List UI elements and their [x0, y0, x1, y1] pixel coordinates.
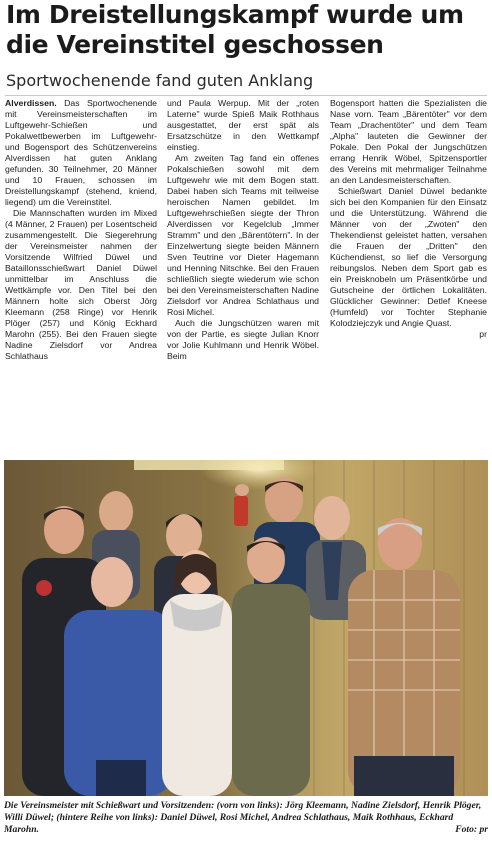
article-paragraph: Bogensport hatten die Spezialisten die Nase vorn. Team „Bärentöter" vor dem Team „Drachentöter" und dem Team „Alpha" lauteten die Gewinner der Pokale. Den Pokal der Jungschützen errang Henrik Wöbel, Spitzensportler des Vereins mit mehrmaliger Teilnahme an den Landesmeisterschaften.: [330, 98, 487, 185]
caption-text: Die Vereinsmeister mit Schießwart und Vorsitzenden: (vorn von links): Jörg Kleemann, Nadine Zielsdorf, Henrik Plöger, Willi Düwel; (hintere Reihe von links): Daniel Düwel, Rosi Michel, Andrea Schlathaus, Maik Rothhaus, Eckhard Marohn.: [4, 800, 482, 835]
paragraph-text: Schießwart Daniel Düwel bedankte sich bei den Kompanien für den Einsatz und die Unterstützung. Während die Männer von der „Zwoten" den Thekendienst geleistet hatten, versahen die Frauen der „Dritten" den Küchendienst, so lief die Versorgung reibungslos. Neben dem Sport gab es ein Preisknobeln um Präsentkörbe und Gutscheine der örtlichen Lokalitäten. Glücklicher Gewinner: Detlef Kneese (Humfeld) vor Tochter Stephanie Kolodziejczyk und Angie Quast.: [330, 186, 487, 328]
divider: [5, 95, 487, 96]
author-signature: pr: [479, 329, 487, 339]
article-paragraph: Die Mannschaften wurden im Mixed (4 Männer, 2 Frauen) per Losentscheid zusammengestellt. Die Siegerehrung der Vereinsmeister nahmen der Vorsitzende Wilfried Düwel und Bataillonsschießwart Daniel Düwel unmittelbar im Anschluss die Wettkämpfe vor. Den Titel bei den Männern holte sich Oberst Jörg Kleemann (258 Ringe) vor Henrik Plöger (257) und König Eckhard Marohn (255). Bei den Frauen siegte Nadine Zielsdorf vor Andrea Schlathaus: [5, 208, 157, 361]
dateline: Alverdissen.: [5, 98, 57, 108]
article-paragraph: Am zweiten Tag fand ein offenes Pokalschießen sowohl mit dem Luftgewehr wie mit dem Bogen statt. Dabei haben sich Teams mit teilweise heroischen Namen gebildet. Im Luftgewehrschießen siegte der Thron Alverdissen vor Kegelclub „Immer Stramm" und den „Bärentötern". In der Einzelwertung siegte beiden Männern Sven Teutrine vor Dieter Hagemann und Henning Nitschke. Bei den Frauen schließlich siegte wiederum wie schon bei den Vereinsmeisterschaften Nadine Zielsdorf vor Andrea Schlathaus und Rosi Michel.: [167, 153, 319, 317]
group-photo: [4, 460, 488, 796]
article-column-3: [330, 98, 487, 454]
article-column-2: [167, 98, 319, 454]
subheadline: Sportwochenende fand guten Anklang: [6, 71, 314, 90]
photo-caption: [4, 800, 488, 836]
paragraph-text: Das Sportwochenende mit Vereinsmeisterschaften im Luftgewehr-Schießen und Pokalwettbewerben im Luftgewehr- und Bogensport des Schützenvereins Alverdissen hat guten Anklang gefunden. 30 Teilnehmer, 20 Männer und 10 Frauen, schossen im Dreistellungskampf (stehend, kniend, liegend) um die Vereinstitel.: [5, 98, 157, 207]
photo-credit: Foto: pr: [455, 824, 488, 835]
headline: Im Dreistellungskampf wurde um die Vereinstitel geschossen: [6, 0, 464, 59]
article-paragraph: Auch die Jungschützen waren mit von der Partie, es siegte Julian Knorr vor Jolie Kuhlmann und Henrik Wöbel. Beim: [167, 318, 319, 361]
article-paragraph: [330, 186, 487, 340]
article-paragraph: und Paula Werpup. Mit der „roten Laterne" wurde Spieß Maik Rothhaus ausgestattet, der erst spät als Ersatzschütze in den Wettkampf einstieg.: [167, 98, 319, 152]
article-paragraph: [5, 98, 157, 208]
group-photo-illustration: [4, 460, 488, 796]
article-column-1: [5, 98, 157, 454]
